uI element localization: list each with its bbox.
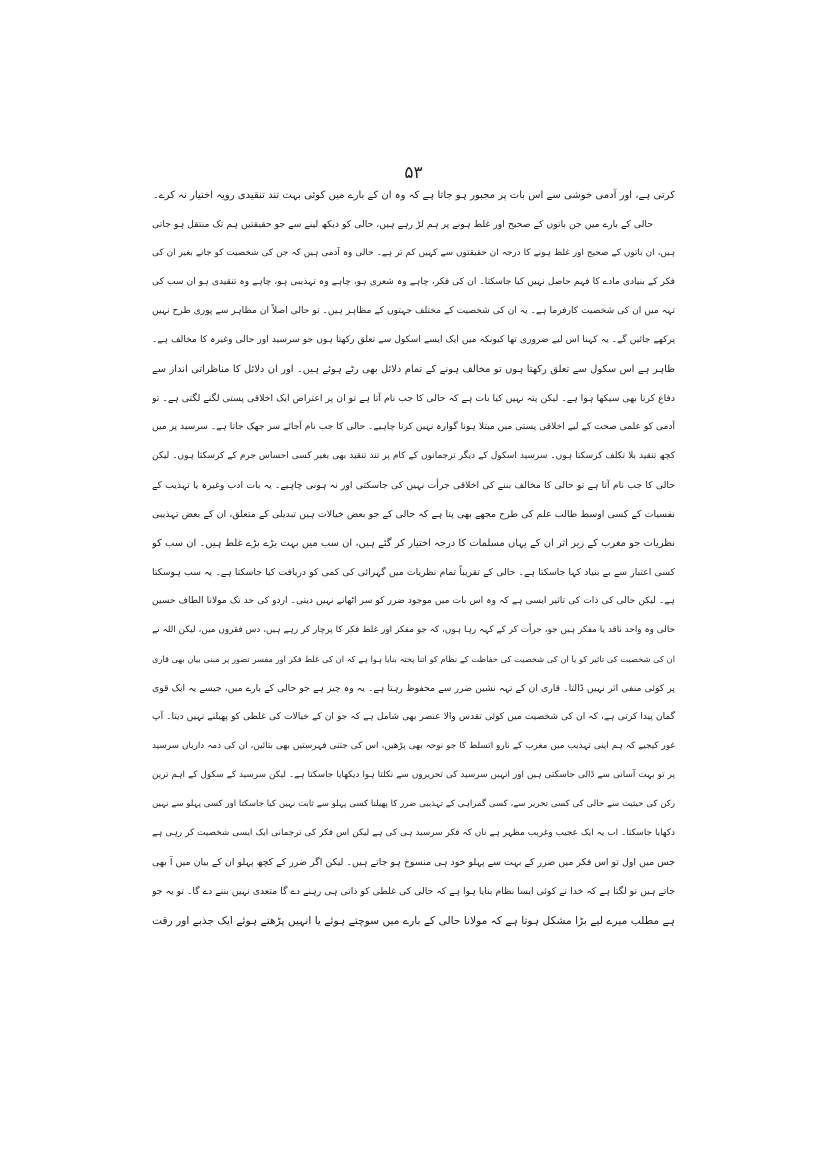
text-line: ہیں، ان باتوں کے صحیح اور غلط ہونے کا درجہ ان حقیقتوں سے کہیں کم تر ہے۔ حالی وہ آدمی ہیں کہ جن کی شخصیت کو جانے بغیر ان کی <box>152 248 675 258</box>
text-line: جاتے ہیں تو لگتا ہے کہ خدا نے کوئی ایسا نظام بنایا ہوا ہے کہ حالی کی غلطی کو ذاتی ہی رہنے دے گا متعدی نہیں بننے دے گا۔ تو یہ جو <box>152 886 675 897</box>
text-line: ان کی شخصیت کی تاثیر کو یا ان کی شخصیت کی حفاظت کے نظام کو اتنا پختہ بنایا ہوا ہے کہ ان کی غلط فکر اور مفسر تصور پر مبنی بیان بھی قاری <box>152 654 675 664</box>
text-line: ہے۔ لیکن حالی کی ذات کی تاثیر ایسی ہے کہ وہ اس بات میں موجود ضرر کو سر اٹھانے نہیں دیتی۔ اردو کی حد تک مولانا الطاف حسین <box>152 596 675 606</box>
text-line: دکھایا جاسکتا۔ اب یہ ایک عجیب وغریب مظہر ہے ناں کہ فکر سرسید ہی کی ہے لیکن اس فکر کی ترجمانی ایک ایسی شخصیت کر رہی ہے <box>152 828 675 838</box>
text-line: پرکھے جائیں گے۔ یہ کہنا اس لیے ضروری تھا کیونکہ میں ایک ایسے اسکول سے تعلق رکھتا ہوں جو سرسید اور حالی وغیرہ کا مخالف ہے۔ <box>152 335 675 345</box>
text-line: آدمی کو علمی صحت کے لیے اخلاقی پستی میں مبتلا ہونا گوارہ نہیں کرنا چاہیے۔ حالی کا جب نام آجائے سر جھک جاتا ہے۔ سرسید پر میں <box>152 422 675 432</box>
text-line: دفاع کرنا بھی سیکھا ہوا ہے۔ لیکن پتہ نہیں کیا بات ہے کہ حالی کا جب نام آتا ہے تو ان پر اعتراض ایک اخلاقی پستی لگنے لگتی ہے۔ تو <box>152 393 675 404</box>
text-line: پر تو بہت آسانی سے ڈالی جاسکتی ہیں اور انہیں سرسید کی تحریروں سے نکلتا ہوا دیکھایا جاسکتا ہے۔ لیکن سرسید کے سکول کے اہم ترین <box>152 770 675 780</box>
text-line: نظریات جو مغرب کے زیر اثر ان کے یہاں مسلمات کا درجہ اختیار کر گئے ہیں، ان سب میں بہت بڑے بڑے غلط ہیں۔ ان سب کو <box>152 538 675 549</box>
text-line: کرتی ہے، اور آدمی خوشی سے اس بات پر مجبور ہو جاتا ہے کہ وہ ان کے بارے میں کوئی بہت تند تنقیدی رویہ اختیار نہ کرے۔ <box>152 190 675 201</box>
text-line: ہے مطلب میرے لیے بڑا مشکل ہوتا ہے کہ مولانا حالی کے بارے میں سوچتے ہوئے یا انہیں پڑھتے ہوئے ایک جذبے اور رقت <box>152 914 675 927</box>
text-line: کچھ تنقید بلا تکلف کرسکتا ہوں۔ سرسید اسکول کے دیگر ترجمانوں کے کام پر تند تنقید بھی بغیر کسی احساس جرم کے کرسکتا ہوں۔ لیکن <box>152 451 675 461</box>
text-line: کسی اعتبار سے بے بنیاد کہا جاسکتا ہے۔ حالی کے تقریباً تمام نظریات میں گہرائی کی کمی کو دریافت کیا جاسکتا ہے۔ یہ سب ہوسکتا <box>152 567 675 578</box>
text-line: جس میں اول تو اس فکر میں ضرر کے بہت سے پہلو خود ہی منسوخ ہو جاتے ہیں۔ لیکن اگر ضرر کے کچھ پہلو ان کے بیان میں آ بھی <box>152 857 675 868</box>
text-line: رکن کی حیثیت سے حالی کی کسی تحریر سے، کسی گمراہی کے تہذیبی ضرر کا پھیلنا کسی پہلو سے ثابت نہیں کیا جاسکتا اور کسی پہلو سے نہیں <box>152 799 675 809</box>
text-line: غور کیجیے کہ ہم اپنی تہذیب میں مغرب کے نارو اتسلط کا جو نوحہ بھی پڑھیں، اس کی جتنی فہرستیں بھی بتائیں، ان کی ذمہ داریاں سرسید <box>152 741 675 751</box>
body-text <box>152 181 675 935</box>
text-line: گمان پیدا کرتی ہے، کہ ان کی شخصیت میں کوئی تقدس والا عنصر بھی شامل ہے کہ جو ان کے خیالات کی غلطی کو پھیلنے نہیں دیتا۔ آپ <box>152 712 675 722</box>
text-line: نفسیات کے کسی اوسط طالب علم کی طرح مجھے بھی پتا ہے کہ حالی کے جو بعض خیالات ہیں تبدیلی کے متعلق، ان کے بعض تہذیبی <box>152 509 675 520</box>
text-line: حالی کے بارے میں جن باتوں کے صحیح اور غلط ہونے پر ہم لڑ رہے ہیں، حالی کو دیکھ لینے سے جو حقیقتیں ہم تک منتقل ہو جاتی <box>152 219 653 230</box>
text-line: ظاہر ہے اس سکول سے تعلق رکھتا ہوں تو مخالف ہونے کے تمام دلائل بھی رٹے ہوئے ہیں۔ اور ان دلائل کا مناظراتی انداز سے <box>152 364 675 375</box>
text-line: تہہ میں ان کی شخصیت کارفرما ہے۔ یہ ان کی شخصیت کے مختلف جہتوں کے مظاہر ہیں۔ تو حالی اصلاً ان مظاہر سے پوری طرح نہیں <box>152 306 675 316</box>
page-number: ۵۳ <box>404 163 423 183</box>
text-line: فکر کے بنیادی مادے کا فہم حاصل نہیں کیا جاسکتا۔ ان کی فکر، چاہے وہ شعری ہو، چاہے وہ تہذیبی ہو، چاہے وہ تنقیدی ہو ان سب کی <box>152 277 675 287</box>
text-line: پر کوئی منفی اثر نہیں ڈالتا۔ قاری ان کے تہہ نشین ضرر سے محفوظ رہتا ہے۔ یہ وہ چیز ہے جو حالی کے بارے میں، جیسے یہ ایک قوی <box>152 683 675 694</box>
text-line: حالی کا جب نام آتا ہے تو حالی کا مخالف بننے کی اخلاقی جرأت نہیں کی جاسکتی اور نہ ہونی چاہیے۔ یہ بات ادب وغیرہ یا تہذیب کے <box>152 480 675 491</box>
text-line: حالی وہ واحد ناقد یا مفکر ہیں جو، جرأت کر کے کہہ رہا ہوں، کہ جو مفکر اور غلط فکر کا پرچار کر رہے ہیں، دس فقروں میں، لیکن اللہ نے <box>152 625 675 635</box>
